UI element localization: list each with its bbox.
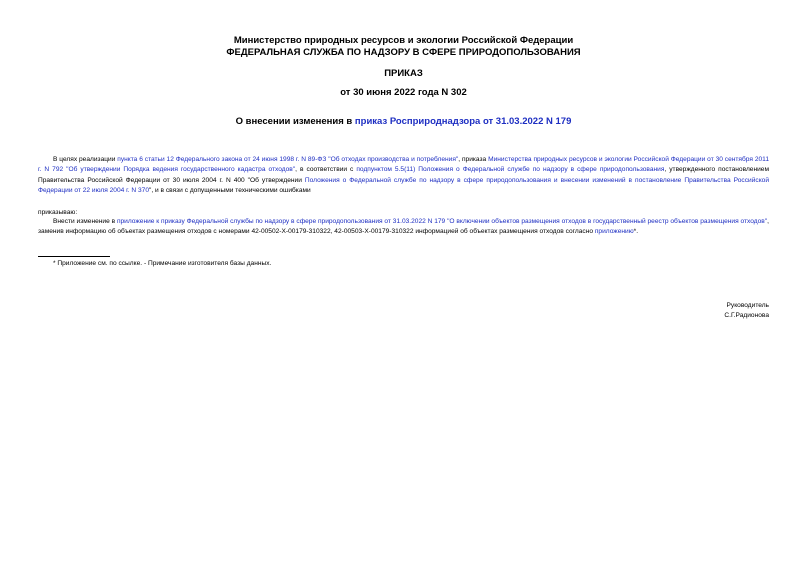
signature-position: Руководитель bbox=[726, 302, 769, 309]
document-title bbox=[0, 116, 807, 128]
service-name: ФЕДЕРАЛЬНАЯ СЛУЖБА ПО НАДЗОРУ В СФЕРЕ ПРИРОДОПОЛЬЗОВАНИЯ bbox=[226, 47, 581, 58]
ministry-name: Министерство природных ресурсов и экологии Российской Федерации bbox=[233, 35, 574, 46]
preamble-text: , приказа bbox=[458, 156, 489, 163]
order-text: Внести изменение в bbox=[53, 218, 117, 225]
regulation-subpoint-link[interactable]: подпунктом 5.5(11) Положения о Федеральной службе по надзору в сфере природопользования bbox=[356, 166, 665, 174]
document-date-number: от 30 июня 2022 года N 302 bbox=[340, 87, 467, 98]
preamble-text: , утвержденного постановлением Правительства Российской Федерации от 30 июля 2004 г. N 400 "Об утверждении bbox=[38, 166, 769, 184]
order-word: приказываю: bbox=[38, 209, 78, 216]
federal-law-link[interactable]: пункта 6 статьи 12 Федерального закона от 24 июня 1998 г. N 89-ФЗ "Об отходах производства и потребления" bbox=[117, 156, 459, 163]
order-paragraph bbox=[38, 217, 769, 238]
amended-order-link[interactable]: приказ Росприроднадзора от 31.03.2022 N 179 bbox=[354, 116, 572, 127]
preamble-text: ", и в связи с допущенными техническими ошибками bbox=[149, 186, 311, 194]
order-appendix-link[interactable]: приложение к приказу Федеральной службы по надзору в сфере природопользования от 31.03.2022 N 179 "О включении объектов размещения отходов в государственный реестр объектов размещения отходов" bbox=[116, 218, 768, 225]
signature-name: С.Г.Радионова bbox=[724, 312, 769, 319]
order-text: , заменив информацию об объектах размещения отходов с номерами 42-00502-Х-00179-310322, 42-00503-Х-00179-310322 информацией об объектах размещения отходов согласно bbox=[38, 218, 769, 236]
ministry-order-link[interactable]: Министерства природных ресурсов и экологии Российской Федерации от 30 сентября 2011 г. N 792 "Об утверждении Порядка ведения государственного кадастра отходов" bbox=[38, 156, 770, 174]
footnote: * Приложение см. по ссылке. - Примечание изготовителя базы данных. bbox=[53, 260, 272, 267]
document-title-prefix: О внесении изменения в bbox=[235, 116, 355, 127]
document-type: ПРИКАЗ bbox=[384, 68, 423, 79]
regulation-link[interactable]: Положения о Федеральной службе по надзору в сфере природопользования и внесении изменений в постановление Правительства Российской Федерации от 22 июля 2004 г. N 370 bbox=[38, 176, 769, 194]
appendix-link[interactable]: приложению bbox=[594, 228, 634, 236]
preamble-text: , в соответствии с bbox=[295, 166, 357, 174]
preamble-paragraph bbox=[38, 155, 769, 196]
footnote-divider bbox=[38, 256, 110, 257]
order-text: *. bbox=[633, 228, 639, 236]
preamble-text: В целях реализации bbox=[53, 156, 118, 163]
